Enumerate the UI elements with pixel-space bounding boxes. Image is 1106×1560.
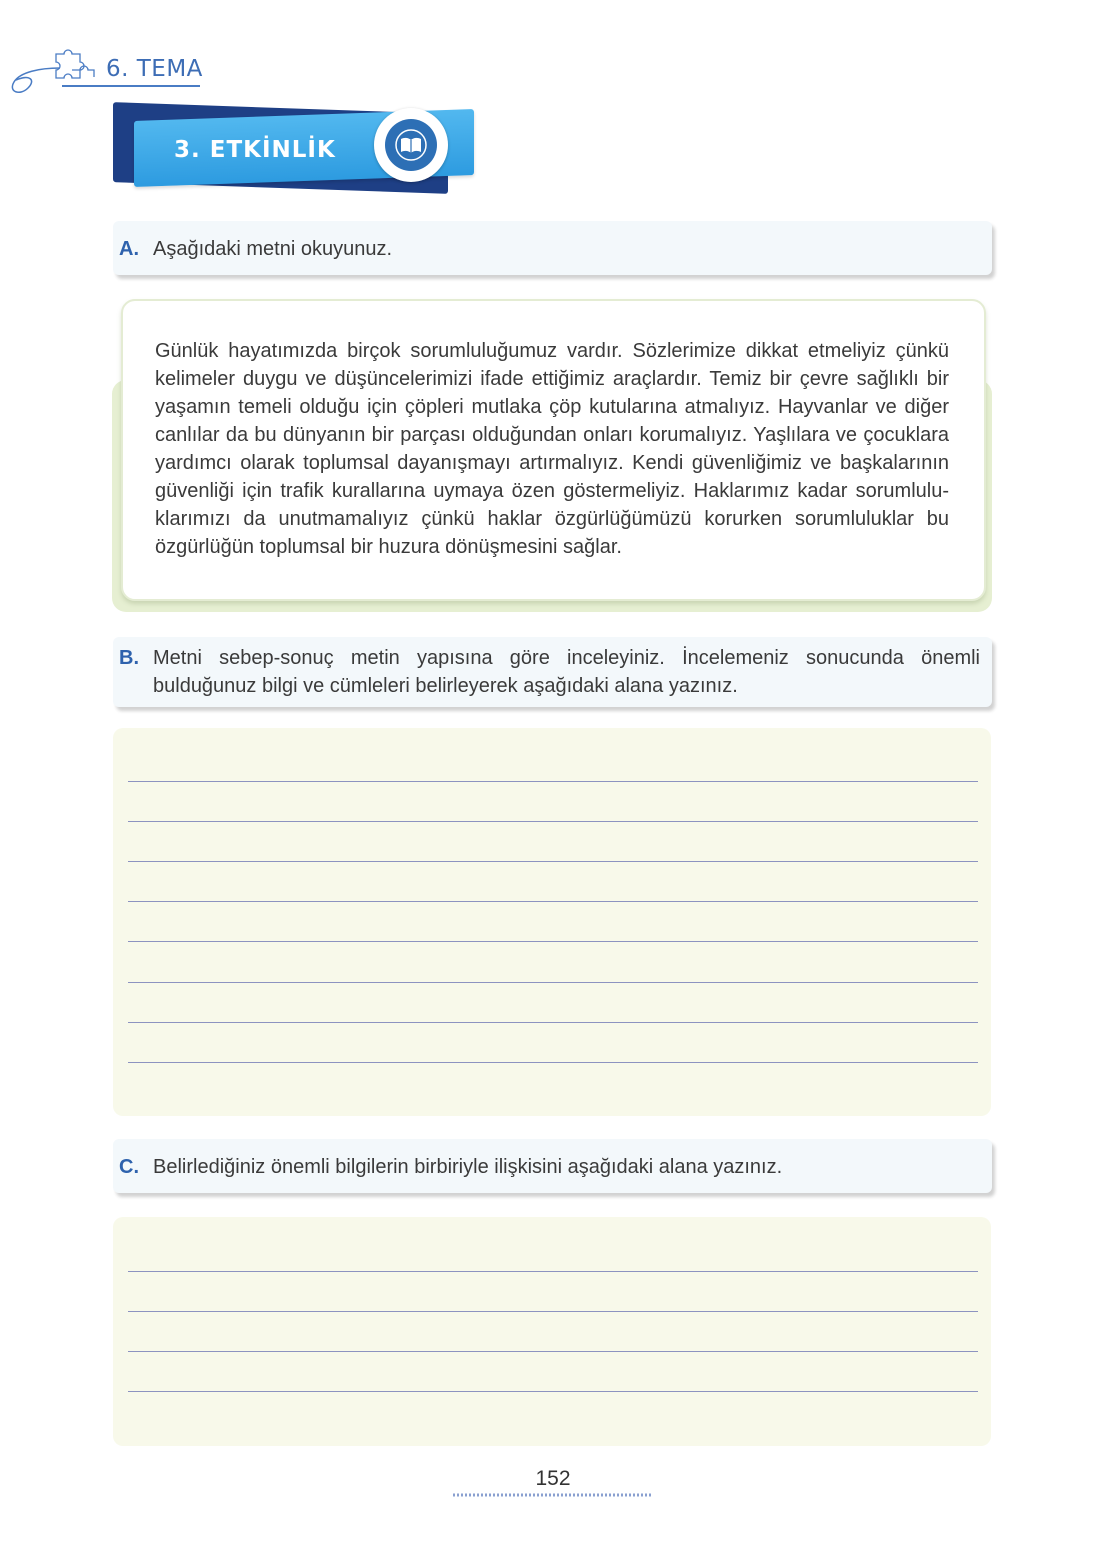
ruled-line [128,1311,978,1312]
open-book-icon [393,127,429,163]
ruled-line [128,861,978,862]
section-b-letter: B. [119,647,139,669]
page-number-ornament [453,1492,653,1498]
theme-underline [62,85,200,87]
section-c-letter: C. [119,1156,139,1178]
ruled-line [128,982,978,983]
section-a-letter: A. [119,238,139,260]
theme-title: 6. TEMA [106,56,203,82]
ruled-line [128,901,978,902]
answer-area-b[interactable] [113,728,991,1116]
ruled-line [128,1391,978,1392]
reading-text: Günlük hayatımızda birçok sorumluluğumuz vardır. Sözlerimize dikkat etmeliyiz çünkü kelimeler duygu ve düşüncelerimizi ifade ettiğimiz araçlardır. Temiz bir çevre sağlıklı bir yaşamın temeli olduğu için çöpleri mutlaka çöp kutularına atmalıyız. Hayvanlar ve diğer canlılar da bu dünyanın bir parçası olduğundan onları korumalıyız. Yaşlılara ve çocuklara yardımcı olarak toplumsal dayanışmayı artırmalıyız. Kendi güvenliğimiz ve başkalarının güvenliği için trafik kurallarına uymaya özen göstermeliyiz. Haklarımız kadar sorumluluklarımızı da unutmamalıyız çünkü haklar özgürlüğümüzü korurken sorumluluklar bu özgürlüğün toplumsal bir huzura dönüşmesini sağlar. [155,340,949,558]
section-b-instruction [113,637,992,707]
section-c-instruction [113,1139,992,1193]
section-b-text: Metni sebep-sonuç metin yapısına göre inceleyiniz. İncelemeniz sonucunda önemli bulduğunuz bilgi ve cümleleri belirleyerek aşağıdaki alana yazınız. [153,647,980,697]
ruled-line [128,941,978,942]
ruled-line [128,1022,978,1023]
section-a-text: Aşağıdaki metni okuyunuz. [153,238,393,260]
section-a-instruction [113,221,992,275]
activity-label: 3. ETKİNLİK [174,137,336,163]
ruled-line [128,1351,978,1352]
page-number: 152 [535,1467,571,1490]
answer-area-c[interactable] [113,1217,991,1446]
ruled-line [128,781,978,782]
ruled-line [128,1271,978,1272]
section-c-text: Belirlediğiniz önemli bilgilerin birbiriyle ilişkisini aşağıdaki alana yazınız. [153,1156,783,1178]
ruled-line [128,1062,978,1063]
ruled-line [128,821,978,822]
